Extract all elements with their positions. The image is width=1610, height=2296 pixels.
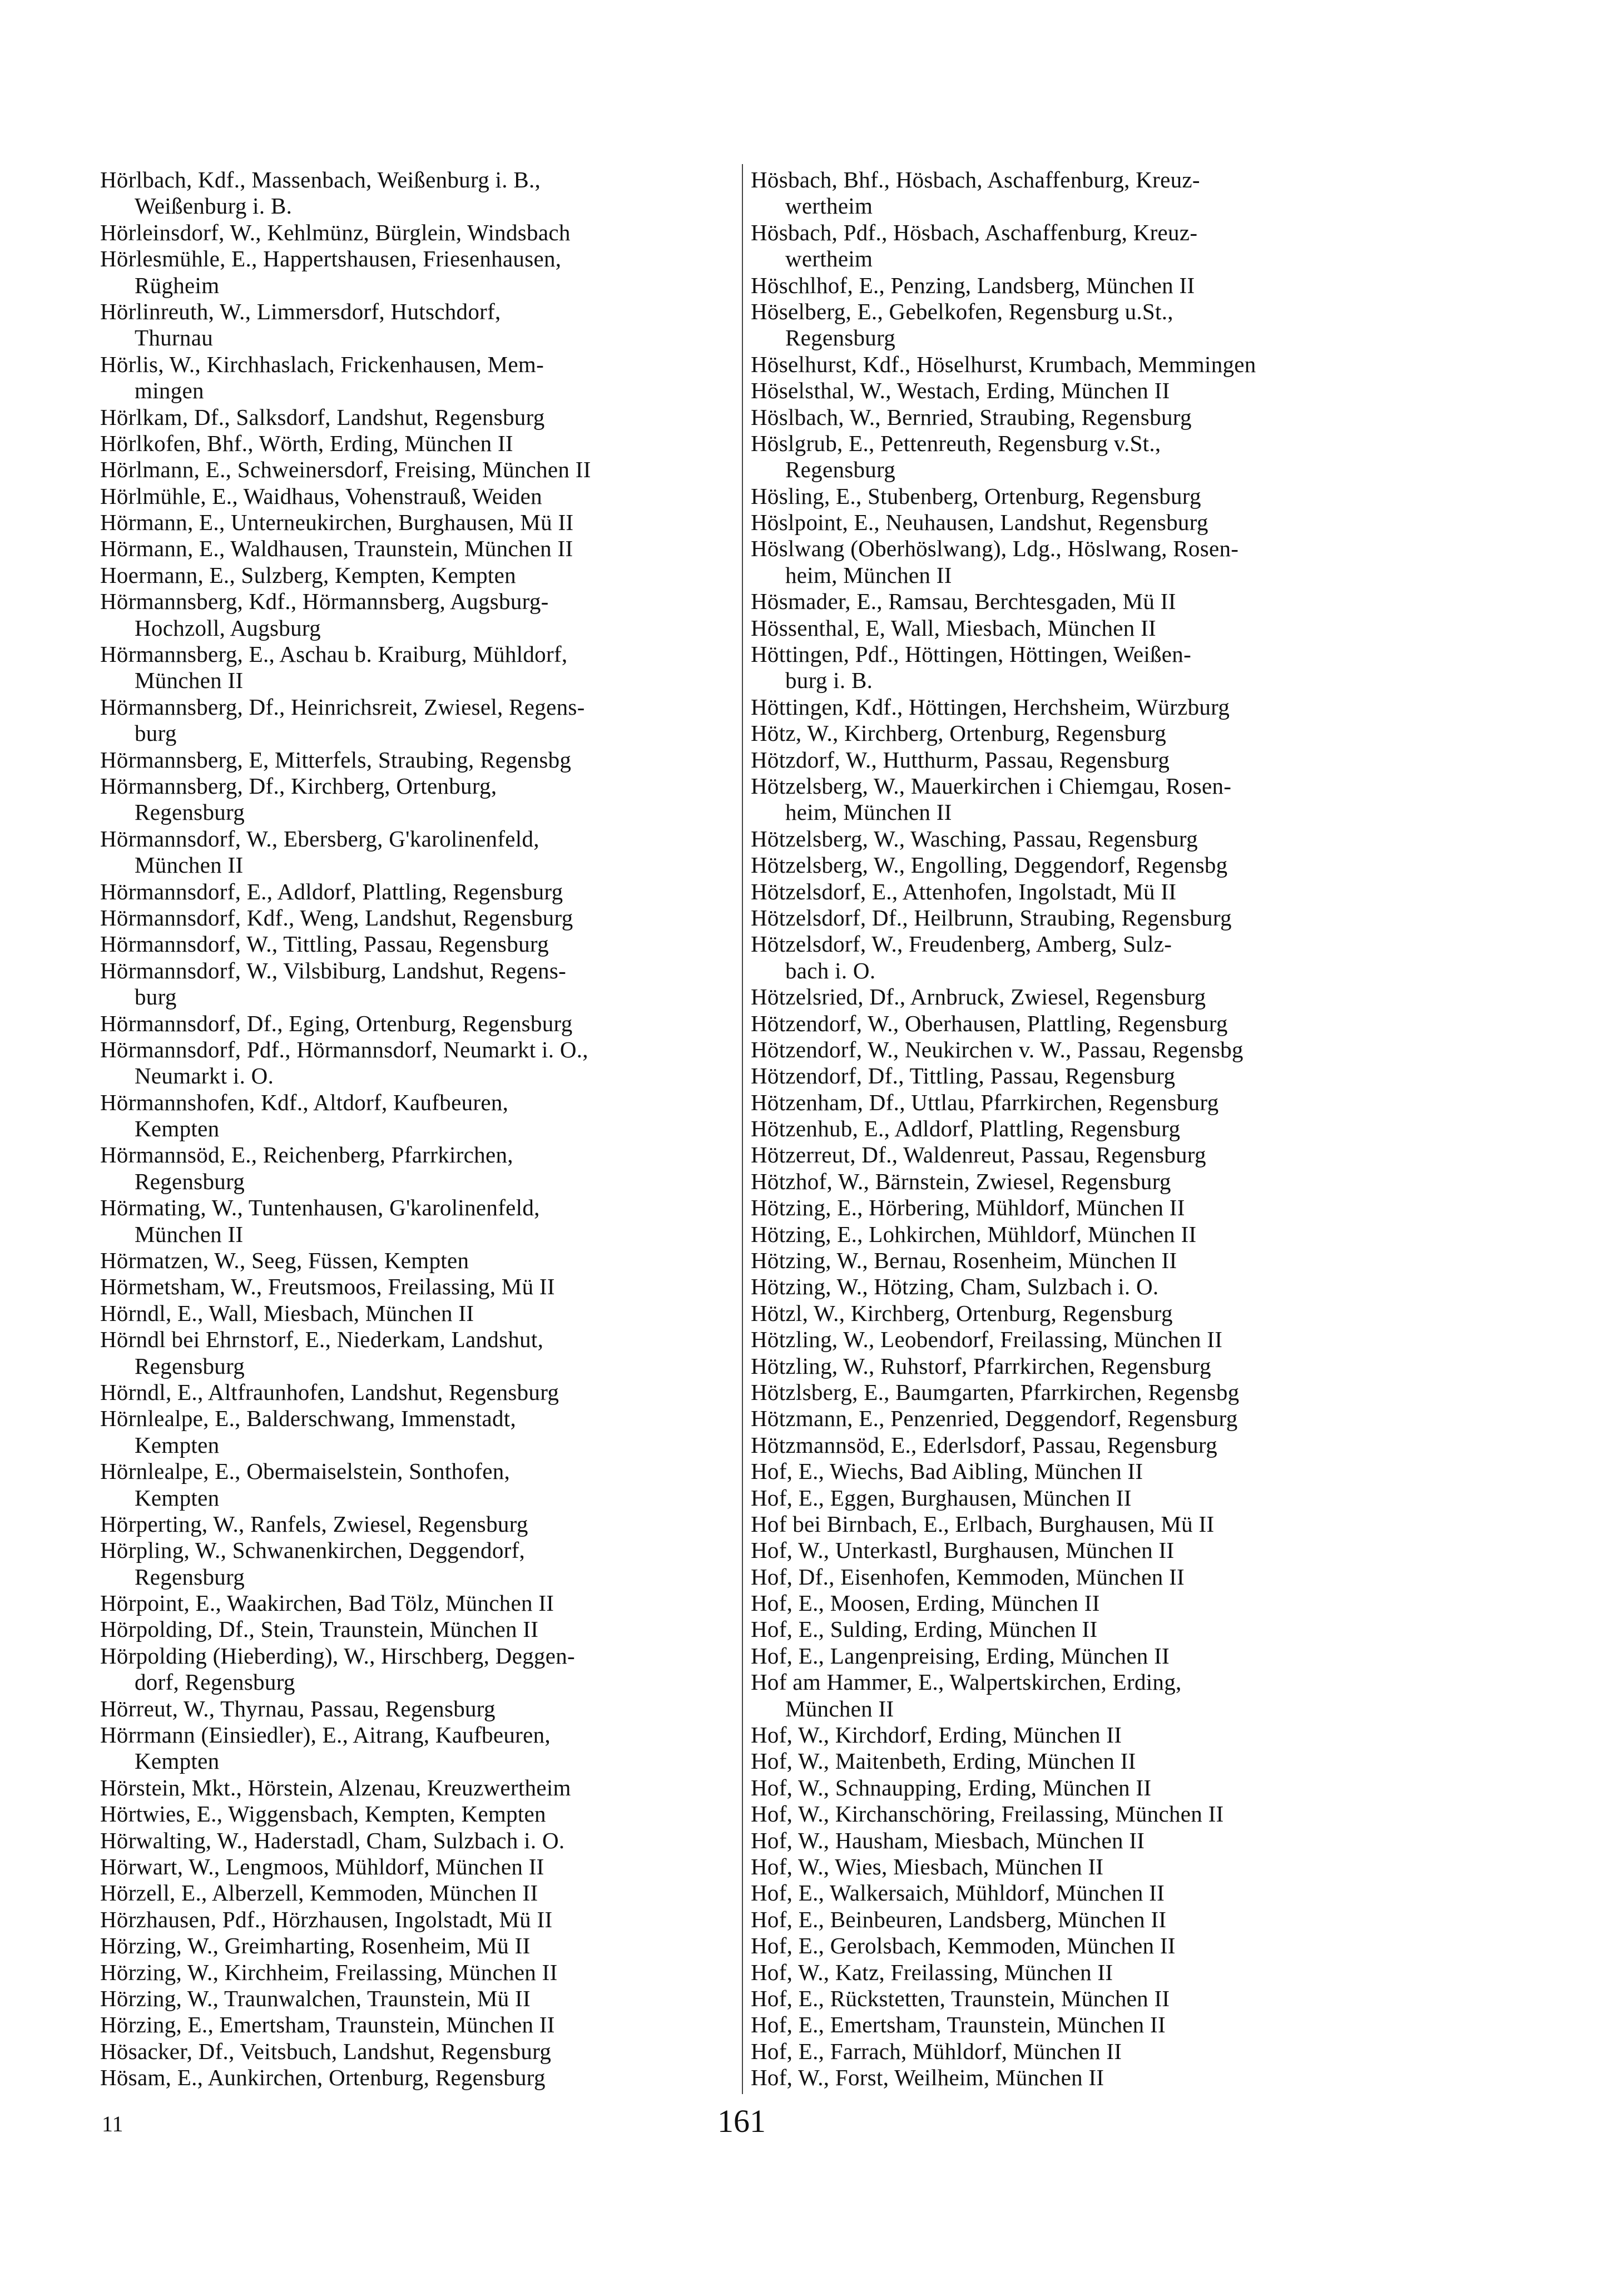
entry-line: Hössenthal, E, Wall, Miesbach, München II: [751, 615, 1156, 641]
entry-line: Höttingen, Kdf., Höttingen, Herchsheim, Würzburg: [751, 694, 1230, 720]
entry-line: Hörrmann (Einsiedler), E., Aitrang, Kaufbeuren,: [100, 1722, 551, 1748]
gazetteer-entry: [100, 905, 734, 931]
entry-line: Hötzendorf, W., Oberhausen, Plattling, Regensburg: [751, 1010, 1228, 1036]
gazetteer-entry: [100, 2065, 734, 2091]
entry-continuation-line: Kempten: [135, 1432, 220, 1458]
gazetteer-entry: [751, 826, 1407, 852]
entry-line: Hörlesmühle, E., Happertshausen, Friesenhausen,: [100, 246, 562, 272]
entry-line: Hörmating, W., Tuntenhausen, G'karolinenfeld,: [100, 1195, 540, 1221]
gazetteer-entry: [751, 1643, 1407, 1669]
gazetteer-entry: [751, 641, 1407, 694]
gazetteer-entry: [751, 1828, 1407, 1854]
gazetteer-entry: [100, 826, 734, 879]
entry-line: Hörmannsdorf, W., Ebersberg, G'karolinenfeld,: [100, 825, 539, 852]
gazetteer-entry: [751, 1933, 1407, 1959]
gazetteer-entry: [751, 1854, 1407, 1880]
entry-line: Hötzelsberg, W., Mauerkirchen i Chiemgau, Rosen-: [751, 773, 1232, 799]
gazetteer-entry: [751, 378, 1407, 404]
gazetteer-entry: [100, 1142, 734, 1195]
gazetteer-entry: [751, 1248, 1407, 1274]
gazetteer-entry: [100, 747, 734, 773]
entry-line: Hof, W., Kirchdorf, Erding, München II: [751, 1722, 1122, 1748]
gazetteer-entry: [751, 1907, 1407, 1933]
entry-line: Hörmannsberg, E., Aschau b. Kraiburg, Mühldorf,: [100, 641, 568, 667]
gazetteer-entry: [100, 509, 734, 536]
entry-line: Hof, E., Sulding, Erding, München II: [751, 1616, 1098, 1642]
entry-line: Hötzelsberg, W., Engolling, Deggendorf, Regensbg: [751, 852, 1228, 878]
entry-line: Höttingen, Pdf., Höttingen, Höttingen, Weißen-: [751, 641, 1192, 667]
entry-line: Höschlhof, E., Penzing, Landsberg, München II: [751, 272, 1195, 298]
gazetteer-entry: [751, 1221, 1407, 1248]
entry-line: Hötzing, W., Bernau, Rosenheim, München II: [751, 1248, 1177, 1274]
entry-line: Hörmannsberg, E, Mitterfels, Straubing, Regensbg: [100, 746, 572, 773]
gazetteer-entry: [751, 2012, 1407, 2038]
entry-line: Hörzing, W., Greimharting, Rosenheim, Mü II: [100, 1933, 531, 1959]
entry-line: Hof, E., Gerolsbach, Kemmoden, München II: [751, 1933, 1176, 1959]
gazetteer-entry: [100, 1801, 734, 1827]
entry-line: Hof, Df., Eisenhofen, Kemmoden, München II: [751, 1563, 1185, 1590]
gazetteer-entry: [100, 1011, 734, 1037]
gazetteer-entry: [751, 1274, 1407, 1300]
entry-line: Höslpoint, E., Neuhausen, Landshut, Regensburg: [751, 509, 1208, 536]
entry-line: Hötzendorf, Df., Tittling, Passau, Regensburg: [751, 1063, 1176, 1089]
entry-line: Hörreut, W., Thyrnau, Passau, Regensburg: [100, 1695, 496, 1721]
entry-line: Hörmann, E., Waldhausen, Traunstein, München II: [100, 536, 573, 562]
gazetteer-entry: [751, 404, 1407, 430]
entry-line: Hof, W., Kirchanschöring, Freilassing, München II: [751, 1801, 1224, 1827]
gazetteer-entry: [751, 1037, 1407, 1063]
gazetteer-entry: [751, 299, 1407, 352]
gazetteer-entry: [100, 641, 734, 694]
entry-line: Hötzing, E., Hörbering, Mühldorf, München II: [751, 1195, 1185, 1221]
entry-line: Hörwalting, W., Haderstadl, Cham, Sulzbach i. O.: [100, 1827, 565, 1853]
left-column: [100, 167, 734, 2091]
right-column: [751, 167, 1407, 2091]
entry-continuation-line: heim, München II: [785, 562, 952, 588]
gazetteer-entry: [100, 1248, 734, 1274]
entry-continuation-line: burg i. B.: [785, 667, 873, 694]
entry-line: Hörmatzen, W., Seeg, Füssen, Kempten: [100, 1248, 469, 1274]
gazetteer-entry: [100, 1616, 734, 1642]
entry-line: Hörmannsöd, E., Reichenberg, Pfarrkirchen,: [100, 1142, 513, 1168]
gazetteer-entry: [751, 1432, 1407, 1458]
gazetteer-entry: [100, 1959, 734, 1986]
gazetteer-entry: [100, 2038, 734, 2065]
gazetteer-entry: [100, 1195, 734, 1248]
gazetteer-entry: [751, 2038, 1407, 2065]
gazetteer-entry: [751, 1353, 1407, 1379]
column-divider: [742, 164, 743, 2094]
entry-line: Hörmannsberg, Df., Heinrichsreit, Zwiesel, Regens-: [100, 694, 585, 720]
entry-line: Hötzenham, Df., Uttlau, Pfarrkirchen, Regensburg: [751, 1089, 1219, 1115]
entry-line: Höslbach, W., Bernried, Straubing, Regensburg: [751, 404, 1192, 430]
entry-line: Hötzelsdorf, E., Attenhofen, Ingolstadt, Mü II: [751, 878, 1177, 904]
entry-line: Hof, E., Eggen, Burghausen, München II: [751, 1485, 1132, 1511]
gazetteer-entry: [751, 1669, 1407, 1722]
gazetteer-entry: [100, 694, 734, 747]
gazetteer-entry: [100, 1643, 734, 1696]
entry-line: Hösbach, Pdf., Hösbach, Aschaffenburg, Kreuz-: [751, 219, 1198, 245]
entry-continuation-line: München II: [135, 667, 244, 694]
gazetteer-entry: [100, 1854, 734, 1880]
entry-line: Hörpoint, E., Waakirchen, Bad Tölz, München II: [100, 1590, 554, 1616]
entry-line: Hörlmann, E., Schweinersdorf, Freising, München II: [100, 457, 591, 483]
entry-line: Hörndl, E., Altfraunhofen, Landshut, Regensburg: [100, 1379, 559, 1405]
gazetteer-entry: [100, 562, 734, 588]
page-number: 161: [717, 2103, 766, 2139]
gazetteer-entry: [751, 1300, 1407, 1327]
gazetteer-entry: [100, 2012, 734, 2038]
gazetteer-entry: [751, 1959, 1407, 1986]
entry-continuation-line: Thurnau: [135, 325, 213, 351]
gazetteer-entry: [100, 1828, 734, 1854]
gazetteer-entry: [751, 588, 1407, 615]
gazetteer-entry: [100, 1722, 734, 1775]
entry-line: Hörmannsdorf, Pdf., Hörmannsdorf, Neumarkt i. O.,: [100, 1036, 588, 1062]
gazetteer-entry: [751, 1590, 1407, 1616]
gazetteer-entry: [100, 588, 734, 641]
entry-line: Hörpling, W., Schwanenkirchen, Deggendorf,: [100, 1537, 526, 1563]
gazetteer-entry: [100, 1037, 734, 1090]
entry-line: Hötzelsdorf, Df., Heilbrunn, Straubing, Regensburg: [751, 904, 1232, 931]
entry-line: Hörmannsdorf, W., Vilsbiburg, Landshut, Regens-: [100, 957, 567, 983]
gazetteer-entry: [751, 1379, 1407, 1406]
entry-line: Hof, E., Farrach, Mühldorf, München II: [751, 2038, 1122, 2064]
entry-continuation-line: Neumarkt i. O.: [135, 1063, 274, 1089]
gazetteer-entry: [100, 536, 734, 562]
entry-line: Höselhurst, Kdf., Höselhurst, Krumbach, Memmingen: [751, 351, 1256, 377]
gazetteer-entry: [100, 931, 734, 957]
gazetteer-entry: [751, 1511, 1407, 1537]
gazetteer-entry: [751, 905, 1407, 931]
entry-line: Hörnlealpe, E., Obermaiselstein, Sonthofen,: [100, 1458, 511, 1485]
entry-line: Höselsthal, W., Westach, Erding, München II: [751, 378, 1170, 404]
entry-line: Hof, W., Katz, Freilassing, München II: [751, 1959, 1113, 1985]
gazetteer-entry: [100, 430, 734, 457]
entry-line: Hötzelsberg, W., Wasching, Passau, Regensburg: [751, 825, 1198, 852]
entry-continuation-line: heim, München II: [785, 799, 952, 825]
entry-continuation-line: Regensburg: [135, 799, 245, 825]
gazetteer-entry: [751, 1616, 1407, 1642]
gazetteer-entry: [751, 931, 1407, 984]
entry-line: Hof, E., Langenpreising, Erding, München II: [751, 1642, 1170, 1669]
entry-line: Hötzhof, W., Bärnstein, Zwiesel, Regensburg: [751, 1168, 1171, 1194]
entry-line: Hörlmühle, E., Waidhaus, Vohenstrauß, Weiden: [100, 483, 542, 509]
entry-continuation-line: Hochzoll, Augsburg: [135, 615, 321, 641]
gazetteer-entry: [100, 773, 734, 826]
entry-line: Hötzlsberg, E., Baumgarten, Pfarrkirchen, Regensbg: [751, 1379, 1240, 1405]
entry-continuation-line: burg: [135, 984, 177, 1010]
entry-line: Hof, E., Rückstetten, Traunstein, München II: [751, 1985, 1170, 2011]
gazetteer-entry: [100, 352, 734, 404]
entry-continuation-line: München II: [135, 852, 244, 878]
entry-line: Hof, E., Moosen, Erding, München II: [751, 1590, 1100, 1616]
entry-continuation-line: burg: [135, 720, 177, 746]
entry-line: Hösacker, Df., Veitsbuch, Landshut, Regensburg: [100, 2038, 552, 2064]
signature-mark: 11: [102, 2111, 123, 2136]
entry-line: Hörmannsberg, Df., Kirchberg, Ortenburg,: [100, 773, 497, 799]
entry-line: Hötzl, W., Kirchberg, Ortenburg, Regensburg: [751, 1300, 1173, 1326]
gazetteer-entry: [100, 483, 734, 509]
entry-continuation-line: Kempten: [135, 1116, 220, 1142]
entry-line: Hörmannsberg, Kdf., Hörmannsberg, Augsburg-: [100, 588, 549, 615]
entry-line: Hötzing, W., Hötzing, Cham, Sulzbach i. O.: [751, 1274, 1159, 1300]
entry-continuation-line: Kempten: [135, 1748, 220, 1774]
entry-line: Hoermann, E., Sulzberg, Kempten, Kempten: [100, 562, 516, 588]
entry-line: Hörmetsham, W., Freutsmoos, Freilassing, Mü II: [100, 1274, 555, 1300]
gazetteer-entry: [751, 509, 1407, 536]
gazetteer-entry: [100, 1907, 734, 1933]
entry-line: Hötzenhub, E., Adldorf, Plattling, Regensburg: [751, 1116, 1181, 1142]
entry-line: Hof, W., Wies, Miesbach, München II: [751, 1854, 1104, 1879]
entry-line: Hörnlealpe, E., Balderschwang, Immenstadt,: [100, 1406, 517, 1432]
gazetteer-entry: [751, 536, 1407, 588]
gazetteer-entry: [751, 1880, 1407, 1906]
entry-continuation-line: Regensburg: [785, 325, 896, 351]
entry-continuation-line: Weißenburg i. B.: [135, 193, 293, 219]
entry-line: Hof, E., Emertsham, Traunstein, München II: [751, 2012, 1166, 2038]
gazetteer-entry: [100, 1880, 734, 1906]
entry-line: Hof, E., Walkersaich, Mühldorf, München II: [751, 1880, 1165, 1906]
entry-line: Hörmannsdorf, E., Adldorf, Plattling, Regensburg: [100, 878, 563, 904]
entry-continuation-line: wertheim: [785, 193, 873, 219]
gazetteer-entry: [751, 1986, 1407, 2012]
entry-line: Hörleinsdorf, W., Kehlmünz, Bürglein, Windsbach: [100, 219, 571, 245]
entry-line: Hof, W., Forst, Weilheim, München II: [751, 2065, 1104, 2091]
gazetteer-entry: [751, 1169, 1407, 1195]
entry-line: Hösam, E., Aunkirchen, Ortenburg, Regensburg: [100, 2065, 546, 2091]
gazetteer-entry: [751, 773, 1407, 826]
gazetteer-entry: [751, 1458, 1407, 1485]
gazetteer-entry: [751, 1063, 1407, 1089]
entry-line: Hörlkofen, Bhf., Wörth, Erding, München II: [100, 430, 513, 456]
gazetteer-entry: [100, 457, 734, 483]
gazetteer-entry: [751, 1142, 1407, 1168]
gazetteer-entry: [100, 1933, 734, 1959]
entry-continuation-line: Kempten: [135, 1485, 220, 1511]
gazetteer-entry: [751, 1801, 1407, 1827]
entry-line: Höslgrub, E., Pettenreuth, Regensburg v.St.,: [751, 430, 1161, 456]
gazetteer-entry: [100, 1090, 734, 1142]
entry-continuation-line: bach i. O.: [785, 957, 876, 983]
gazetteer-entry: [100, 167, 734, 220]
entry-line: Hof, E., Wiechs, Bad Aibling, München II: [751, 1458, 1143, 1485]
entry-line: Hörlinreuth, W., Limmersdorf, Hutschdorf,: [100, 298, 501, 324]
gazetteer-entry: [100, 404, 734, 430]
gazetteer-entry: [751, 984, 1407, 1010]
entry-line: Hörmann, E., Unterneukirchen, Burghausen, Mü II: [100, 509, 574, 536]
entry-line: Hof, W., Unterkastl, Burghausen, München II: [751, 1537, 1175, 1563]
entry-line: Hötzendorf, W., Neukirchen v. W., Passau, Regensbg: [751, 1036, 1244, 1062]
entry-line: Hörzing, E., Emertsham, Traunstein, München II: [100, 2012, 555, 2038]
gazetteer-entry: [751, 1748, 1407, 1774]
entry-line: Höslwang (Oberhöslwang), Ldg., Höslwang, Rosen-: [751, 536, 1239, 562]
entry-line: Hörperting, W., Ranfels, Zwiesel, Regensburg: [100, 1511, 528, 1537]
entry-continuation-line: München II: [135, 1221, 244, 1247]
gazetteer-entry: [751, 747, 1407, 773]
entry-line: Hörtwies, E., Wiggensbach, Kempten, Kempten: [100, 1801, 546, 1827]
entry-line: Hörwart, W., Lengmoos, Mühldorf, München II: [100, 1854, 544, 1879]
gazetteer-entry: [751, 1406, 1407, 1432]
gazetteer-entry: [751, 1327, 1407, 1353]
entry-continuation-line: Regensburg: [785, 457, 896, 483]
gazetteer-entry: [100, 220, 734, 246]
gazetteer-entry: [100, 1590, 734, 1616]
gazetteer-entry: [100, 1406, 734, 1458]
gazetteer-entry: [751, 1090, 1407, 1116]
entry-line: Hösling, E., Stubenberg, Ortenburg, Regensburg: [751, 483, 1201, 509]
gazetteer-entry: [100, 1511, 734, 1537]
gazetteer-entry: [751, 1011, 1407, 1037]
entry-line: Hörpolding (Hieberding), W., Hirschberg, Deggen-: [100, 1642, 575, 1669]
entry-line: Hörzhausen, Pdf., Hörzhausen, Ingolstadt, Mü II: [100, 1906, 553, 1932]
entry-line: Hörmannshofen, Kdf., Altdorf, Kaufbeuren,: [100, 1089, 509, 1115]
gazetteer-entry: [751, 430, 1407, 483]
entry-line: Hötzling, W., Leobendorf, Freilassing, München II: [751, 1327, 1223, 1353]
entry-line: Hof bei Birnbach, E., Erlbach, Burghausen, Mü II: [751, 1511, 1215, 1537]
entry-line: Höselberg, E., Gebelkofen, Regensburg u.St.,: [751, 298, 1173, 324]
gazetteer-entry: [100, 299, 734, 352]
entry-continuation-line: Regensburg: [135, 1353, 245, 1379]
entry-line: Hötzmannsöd, E., Ederlsdorf, Passau, Regensburg: [751, 1432, 1217, 1458]
gazetteer-entry: [751, 483, 1407, 509]
gazetteer-entry: [751, 167, 1407, 220]
entry-line: Hörpolding, Df., Stein, Traunstein, München II: [100, 1616, 539, 1642]
entry-line: Hötzing, E., Lohkirchen, Mühldorf, München II: [751, 1221, 1197, 1247]
gazetteer-entry: [751, 720, 1407, 746]
gazetteer-entry: [751, 1116, 1407, 1142]
entry-line: Hötzerreut, Df., Waldenreut, Passau, Regensburg: [751, 1142, 1206, 1168]
gazetteer-entry: [751, 852, 1407, 878]
entry-line: Hof, W., Hausham, Miesbach, München II: [751, 1827, 1145, 1853]
entry-line: Hof, W., Schnaupping, Erding, München II: [751, 1774, 1152, 1800]
gazetteer-entry: [100, 1696, 734, 1722]
entry-line: Hötz, W., Kirchberg, Ortenburg, Regensburg: [751, 720, 1167, 746]
entry-line: Hörlbach, Kdf., Massenbach, Weißenburg i. B.,: [100, 167, 541, 192]
gazetteer-entry: [751, 1775, 1407, 1801]
entry-line: Hörmannsdorf, W., Tittling, Passau, Regensburg: [100, 931, 549, 957]
entry-line: Hörzing, W., Kirchheim, Freilassing, München II: [100, 1959, 558, 1985]
gazetteer-entry: [751, 273, 1407, 299]
entry-line: Hörstein, Mkt., Hörstein, Alzenau, Kreuzwertheim: [100, 1774, 571, 1800]
entry-line: Hötzmann, E., Penzenried, Deggendorf, Regensburg: [751, 1406, 1238, 1432]
gazetteer-entry: [100, 1300, 734, 1327]
entry-line: Hörmannsdorf, Kdf., Weng, Landshut, Regensburg: [100, 904, 573, 931]
entry-line: Hörlkam, Df., Salksdorf, Landshut, Regensburg: [100, 404, 545, 430]
entry-line: Hörzing, W., Traunwalchen, Traunstein, Mü II: [100, 1985, 531, 2011]
gazetteer-entry: [751, 615, 1407, 641]
gazetteer-entry: [100, 1274, 734, 1300]
entry-continuation-line: dorf, Regensburg: [135, 1669, 295, 1695]
entry-line: Hörndl bei Ehrnstorf, E., Niederkam, Landshut,: [100, 1327, 544, 1353]
entry-line: Hösbach, Bhf., Hösbach, Aschaffenburg, Kreuz-: [751, 167, 1200, 192]
gazetteer-entry: [100, 1775, 734, 1801]
gazetteer-entry: [751, 1564, 1407, 1590]
entry-line: Hof am Hammer, E., Walpertskirchen, Erding,: [751, 1669, 1182, 1695]
entry-continuation-line: mingen: [135, 378, 204, 404]
gazetteer-entry: [100, 1458, 734, 1511]
gazetteer-entry: [751, 352, 1407, 378]
entry-line: Hösmader, E., Ramsau, Berchtesgaden, Mü II: [751, 588, 1176, 615]
entry-line: Hötzling, W., Ruhstorf, Pfarrkirchen, Regensburg: [751, 1353, 1211, 1379]
entry-continuation-line: Regensburg: [135, 1563, 245, 1590]
gazetteer-entry: [751, 694, 1407, 720]
gazetteer-entry: [100, 1379, 734, 1406]
gazetteer-entry: [751, 2065, 1407, 2091]
entry-line: Hötzdorf, W., Hutthurm, Passau, Regensburg: [751, 746, 1170, 773]
gazetteer-entry: [751, 1537, 1407, 1563]
entry-line: Hörndl, E., Wall, Miesbach, München II: [100, 1300, 474, 1326]
entry-line: Hof, E., Beinbeuren, Landsberg, München II: [751, 1906, 1167, 1932]
gazetteer-entry: [751, 1722, 1407, 1748]
entry-continuation-line: München II: [785, 1695, 894, 1721]
entry-line: Hörmannsdorf, Df., Eging, Ortenburg, Regensburg: [100, 1010, 573, 1036]
gazetteer-entry: [100, 879, 734, 905]
gazetteer-entry: [751, 1485, 1407, 1511]
entry-line: Hörlis, W., Kirchhaslach, Frickenhausen, Mem-: [100, 351, 544, 377]
entry-line: Hötzelsdorf, W., Freudenberg, Amberg, Sulz-: [751, 931, 1172, 957]
gazetteer-entry: [751, 220, 1407, 273]
entry-continuation-line: Rügheim: [135, 272, 220, 298]
entry-continuation-line: Regensburg: [135, 1168, 245, 1194]
gazetteer-entry: [100, 1327, 734, 1379]
entry-line: Hof, W., Maitenbeth, Erding, München II: [751, 1748, 1136, 1774]
entry-line: Hörzell, E., Alberzell, Kemmoden, München II: [100, 1880, 538, 1906]
gazetteer-entry: [100, 1986, 734, 2012]
gazetteer-entry: [100, 1537, 734, 1590]
gazetteer-entry: [100, 246, 734, 299]
gazetteer-entry: [100, 958, 734, 1011]
entry-continuation-line: wertheim: [785, 246, 873, 272]
gazetteer-entry: [751, 1195, 1407, 1221]
gazetteer-entry: [751, 879, 1407, 905]
entry-line: Hötzelsried, Df., Arnbruck, Zwiesel, Regensburg: [751, 984, 1206, 1010]
